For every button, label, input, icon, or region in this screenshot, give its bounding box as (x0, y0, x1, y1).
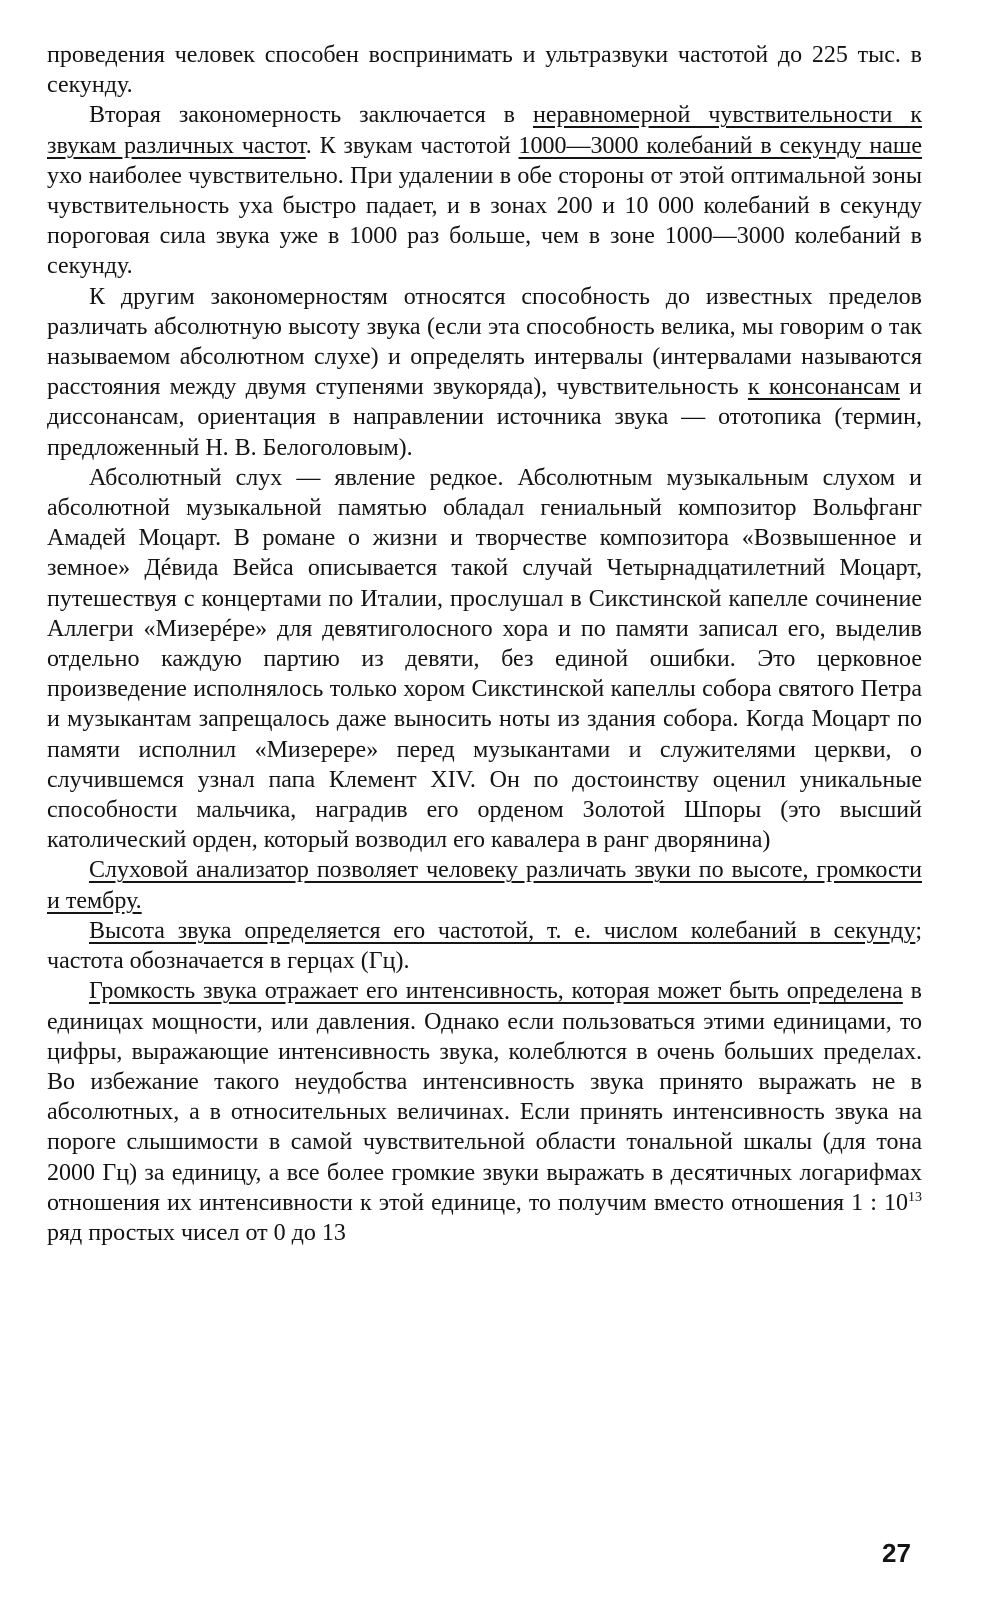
text-segment: в единицах мощности, или давления. Однако если пользоваться этими единицами, то цифры, выражающие интенсивность звука, колеблются в очень больших пределах. Во избежание такого неудобства интенсивность звука принято выражать не в абсолютных, а в относительных величинах. Если принять интенсивность звука на пороге слышимости в самой чувствительной области тональной шкалы (для тона 2000 Гц) за единицу, а все более громкие звуки выражать в десятичных логарифмах отношения их интенсивности к этой единице, то получим вместо отношения 1 : 10 (47, 978, 923, 1216)
page-number: 27 (882, 1538, 911, 1568)
text-segment: Вторая закономерность заключается в (89, 102, 533, 129)
text-segment: Абсолютный слух — явление редкое. Абсолютным музыкальным слухом и абсолютной музыкальной памятью обладал гениальный композитор Вольфганг Амадей Моцарт. В романе о жизни и творчестве композитора «Возвышенное и земное» Дéвида Вейса описывается такой случай Четырнадцатилетний Моцарт, путешествуя с концертами по Италии, прослушал в Сикстинской капелле сочинение Аллегри «Мизерéре» для девятиголосного хора и по памяти записал его, выделив отдельно каждую партию из девяти, без единой ошибки. Это церковное произведение исполнялось только хором Сикстинской капеллы собора святого Петра и музыкантам запрещалось даже выносить ноты из здания собора. Когда Моцарт по памяти исполнил «Мизерере» перед музыкантами и служителями церкви, о случившемся узнал папа Клемент XIV. Он по достоинству оценил уникальные способности мальчика, наградив его орденом Золотой Шпоры (это высший католический орден, который возводил его кавалера в ранг дворянина) (47, 464, 922, 854)
text-segment: . К звукам частотой (305, 132, 519, 159)
paragraph (47, 100, 922, 281)
underlined-text: 1000—3000 колебаний в секунду наше (518, 132, 922, 159)
text-segment: ; частота обозначается в герцах (Гц). (47, 917, 922, 975)
text-segment: ряд простых чисел от 0 до 13 (47, 1219, 346, 1246)
underlined-text: Громкость звука отражает его интенсивность, которая может быть определена (89, 978, 903, 1005)
paragraph (47, 282, 922, 463)
text-segment: ухо наиболее чувствительно. При удалении в обе стороны от этой оптимальной зоны чувствительность уха быстро падает, и в зонах 200 и 10 000 колебаний в секунду пороговая сила звука уже в 1000 раз больше, чем в зоне 1000—3000 колебаний в секунду. (47, 162, 922, 280)
paragraph (47, 855, 922, 915)
underlined-text: неравномерной чувствительности к звукам различных частот (47, 102, 922, 159)
page-body (47, 40, 922, 1248)
text-segment: и диссонансам, ориентация в направлении источника звука — ототопика (термин, предложенный Н. В. Белоголовым). (47, 374, 922, 461)
text-segment: К другим закономерностям относятся способность до известных пределов различать абсолютную высоту звука (если эта способность велика, мы говорим о так называемом абсолютном слухе) и определять интервалы (интервалами называются расстояния между двумя ступенями звукоряда), чувствительность (47, 283, 922, 401)
superscript: 13 (908, 1189, 922, 1205)
paragraph (47, 976, 922, 1248)
paragraph (47, 40, 922, 100)
paragraph (47, 916, 922, 976)
underlined-text: к консонансам (747, 374, 900, 401)
underlined-text: Высота звука определяется его частотой, т. е. числом колебаний в секунду (89, 917, 916, 944)
underlined-text: Слуховой анализатор позволяет человеку различать звуки по высоте, громкости и тембру. (47, 857, 922, 914)
text-segment: проведения человек способен воспринимать и ультразвуки частотой до 225 тыс. в секунду. (47, 42, 922, 99)
paragraph (47, 463, 922, 856)
